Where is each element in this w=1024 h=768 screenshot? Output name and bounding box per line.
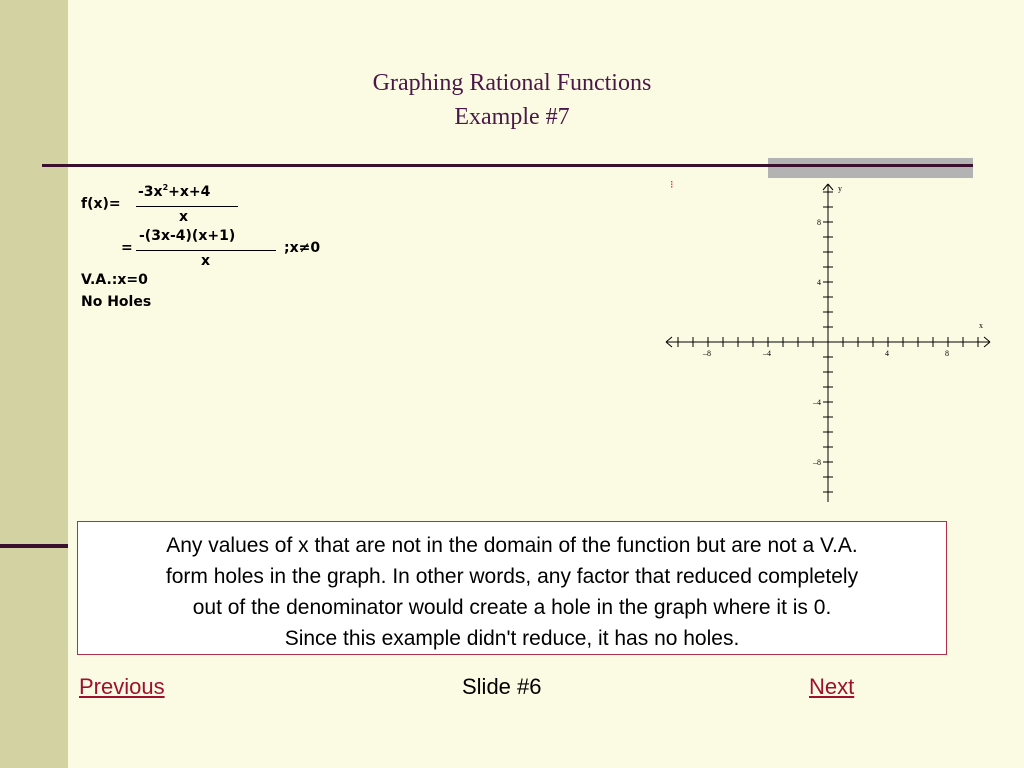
y-tick-label-3: –4: [813, 398, 821, 407]
x-axis-arrow-right-lower: [984, 342, 990, 347]
function-equations: [81, 182, 361, 322]
x-tick-label-2: –4: [763, 349, 771, 358]
denominator-1: x: [179, 209, 189, 225]
previous-link[interactable]: Previous: [79, 674, 165, 699]
coordinate-graph: [660, 176, 996, 506]
x-tick-label-3: 4: [885, 349, 889, 358]
x-axis-arrow-right: [984, 337, 990, 342]
x-axis-label: x: [979, 321, 983, 330]
fraction-bar-2: [136, 250, 276, 251]
holes-statement: No Holes: [81, 294, 152, 310]
y-axis-arrow-top-right: [828, 184, 833, 190]
note-line-2: form holes in the graph. In other words, any factor that reduced completely: [165, 565, 859, 588]
equals-sign: =: [121, 240, 133, 256]
y-tick-label-4: –8: [813, 458, 821, 467]
y-tick-label-2: 4: [817, 278, 821, 287]
vertical-asymptote: V.A.:x=0: [81, 272, 148, 288]
decorative-gray-bar: [768, 158, 973, 178]
fx-label: f(x)=: [81, 196, 121, 212]
slide-number: Slide #6: [462, 674, 542, 699]
domain-condition: ;x≠0: [284, 240, 321, 256]
note-line-3: out of the denominator would create a hole in the graph where it is 0.: [192, 596, 832, 619]
explanation-box: [77, 521, 947, 655]
y-axis-arrow-top: [823, 184, 828, 190]
numerator-1: [138, 184, 210, 200]
red-marker: ⁝: [670, 178, 674, 191]
slide-title: [0, 66, 1024, 134]
x-tick-label-1: –8: [703, 349, 711, 358]
numerator-1-rest: +x+4: [168, 184, 211, 200]
next-link[interactable]: Next: [809, 674, 855, 699]
x-axis-arrow-left: [666, 337, 672, 342]
title-line-1: Graphing Rational Functions: [372, 70, 652, 96]
note-line-4: Since this example didn't reduce, it has no holes.: [284, 627, 740, 650]
note-line-1: Any values of x that are not in the domain of the function but are not a V.A.: [166, 534, 858, 557]
y-axis-label: y: [838, 184, 842, 193]
denominator-2: x: [201, 253, 211, 269]
numerator-1-exponent: 2: [162, 183, 169, 192]
axes: [666, 184, 990, 502]
x-tick-label-4: 8: [945, 349, 949, 358]
x-axis-arrow-right-upper: [666, 342, 672, 347]
y-tick-label-1: 8: [817, 218, 821, 227]
left-divider: [0, 544, 68, 548]
title-line-2: Example #7: [454, 104, 570, 130]
fraction-bar-1: [136, 206, 238, 207]
numerator-2: -(3x-4)(x+1): [139, 228, 236, 244]
numerator-1-term: -3x: [138, 184, 163, 200]
